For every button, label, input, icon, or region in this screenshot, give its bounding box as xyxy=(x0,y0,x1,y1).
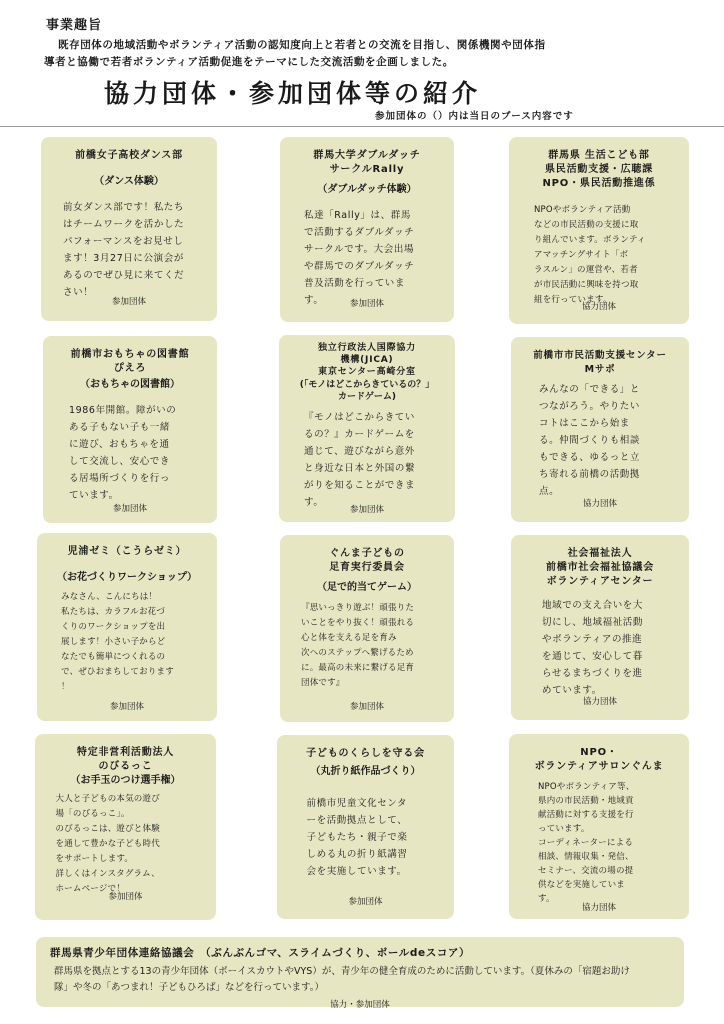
org-role: 参加団体 xyxy=(349,505,384,515)
org-description xyxy=(63,199,195,301)
desc-line: す。 xyxy=(538,894,555,904)
org-name-line: 群馬県 生活こども部 xyxy=(548,150,650,161)
desc-line: セミナー、交流の場の提 xyxy=(538,866,634,876)
desc-line: つながろう。やりたい xyxy=(539,401,641,412)
desc-line: はチームワークを活かした xyxy=(63,219,185,230)
org-description xyxy=(538,780,660,906)
org-role: 協力団体 xyxy=(581,302,616,312)
desc-line: 供などを実施していま xyxy=(538,880,626,890)
org-name-line: ぐんま子どもの xyxy=(329,548,405,559)
desc-line: みなさん、こんにちは！ xyxy=(61,592,158,602)
desc-line: さい！ xyxy=(63,287,94,298)
desc-line: 子どもたち・親子で楽 xyxy=(306,832,408,843)
org-name-line: 機構(JICA) xyxy=(340,355,394,365)
org-name-line: 社会福祉法人 xyxy=(567,548,633,559)
desc-line: 『思いっきり遊ぶ！頑張りた xyxy=(301,603,415,613)
org-role: 協力団体 xyxy=(582,697,617,707)
desc-line: 団体です』 xyxy=(301,678,345,688)
desc-line: ーを活動拠点として、 xyxy=(306,815,408,826)
org-description xyxy=(542,597,658,699)
desc-line: ています。 xyxy=(69,490,119,501)
desc-line: しめる丸の折り紙講習 xyxy=(306,849,408,860)
org-description xyxy=(304,409,430,511)
desc-line: 地域での支え合いを大 xyxy=(542,600,644,611)
org-description xyxy=(69,402,191,504)
desc-line: コトはここから始ま xyxy=(539,418,630,429)
org-name-line: 群馬大学ダブルダッチ xyxy=(313,150,421,161)
org-name-line: 前橋市社会福祉協議会 xyxy=(546,562,654,573)
org-description xyxy=(50,964,670,996)
purpose-line: 既存団体の地域活動やボランティア活動の認知度向上と若者との交流を目指し、関係機関や団体指 xyxy=(58,39,546,51)
org-name-line: NPO・県民活動推進係 xyxy=(542,178,656,189)
org-name-line: Mサポ xyxy=(584,364,616,375)
desc-line: 通じて、遊びながら意外 xyxy=(304,446,415,457)
desc-line: をサポートします。 xyxy=(55,854,134,864)
desc-line: もできる、ゆるっと立 xyxy=(539,452,641,463)
org-name-line: 県民活動支援・広聴課 xyxy=(545,164,653,175)
org-role: 協力団体 xyxy=(582,499,617,509)
booth-line: （丸折り紙作品づくり） xyxy=(310,766,421,777)
org-name-line: ぴえろ xyxy=(113,363,147,374)
desc-line: る。仲間づくりも相談 xyxy=(539,435,641,446)
org-description xyxy=(56,792,196,897)
booth-title xyxy=(290,183,444,197)
desc-line: やボランティアの推進 xyxy=(542,634,643,645)
org-role: 参加団体 xyxy=(348,897,383,907)
org-card xyxy=(35,734,216,920)
desc-line: 大人と子どもの本気の遊び xyxy=(55,794,160,804)
desc-line: す。 xyxy=(304,295,324,306)
desc-line: 『モノはどこからきてい xyxy=(304,412,416,423)
org-name xyxy=(53,348,207,376)
org-name-line: ボランティアサロンぐんま xyxy=(534,761,664,772)
booth-title xyxy=(45,774,206,788)
booth-title xyxy=(47,571,207,585)
booth-line: カードゲーム) xyxy=(338,392,396,402)
desc-line: 相談、情報収集・発信、 xyxy=(538,852,634,862)
desc-line: NPOやボランティア等、 xyxy=(538,782,635,792)
org-name-line: 独立行政法人国際協力 xyxy=(317,343,416,353)
org-name xyxy=(45,746,206,774)
org-name xyxy=(290,149,444,177)
org-role: 参加団体 xyxy=(349,299,384,309)
divider xyxy=(0,126,724,127)
desc-line: パフォーマンスをお見せし xyxy=(63,236,184,247)
desc-line: 切にし、地域福祉活動 xyxy=(542,617,644,628)
desc-line: 献活動に対する支援を行 xyxy=(538,810,634,820)
desc-line: あるのでぜひ見に来てくだ xyxy=(63,270,185,281)
desc-line: 心と体を支える足を育み xyxy=(301,633,397,643)
org-name: 群馬県青少年団体連絡協議会 （ぶんぶんゴマ、スライムづくり、ボールdeスコア） xyxy=(50,947,471,959)
org-card xyxy=(37,533,217,721)
desc-line: ある子もない子も一緒 xyxy=(69,422,171,433)
desc-line: で活動するダブルダッチ xyxy=(304,227,415,238)
desc-line: に遊び、おもちゃを通 xyxy=(69,439,170,450)
org-name-line: 東京センター高崎分室 xyxy=(318,367,416,377)
org-name xyxy=(521,547,679,589)
desc-line: 点。 xyxy=(539,486,560,497)
desc-line: が市民活動に興味を持つ取 xyxy=(534,280,639,290)
org-description xyxy=(61,590,193,695)
desc-line: り組んでいます。ボランティ xyxy=(534,235,646,245)
org-name-line: 前橋市市民活動支援センター xyxy=(533,350,667,361)
purpose-heading: 事業趣旨 xyxy=(46,18,103,33)
org-name xyxy=(521,349,679,377)
booth-title xyxy=(51,175,207,189)
booth-line: (「モノはどこからきているの？」 xyxy=(299,380,435,390)
desc-line: 私達「Rally」は、群馬 xyxy=(304,210,411,221)
org-name-line: のびるっこ xyxy=(98,761,153,772)
desc-line: コーディネーターによる xyxy=(538,838,634,848)
org-name-line: NPO・ xyxy=(580,747,618,758)
purpose-text xyxy=(44,37,684,71)
org-name xyxy=(51,149,207,163)
desc-line: 前女ダンス部です！私たち xyxy=(63,202,185,213)
desc-line: と身近な日本と外国の繋 xyxy=(304,463,416,474)
booth-line: （おもちゃの図書館） xyxy=(80,379,180,390)
org-name-line: 足育実行委員会 xyxy=(329,562,405,573)
desc-line: 前橋市児童文化センタ xyxy=(306,798,408,809)
desc-line: 群馬県を拠点とする13の青少年団体（ボーイスカウトやVYS）が、青少年の健全育成のために活動しています。（夏休みの「宿題お助け xyxy=(54,966,630,977)
desc-line: 次へのステップへ繋げるため xyxy=(301,648,414,658)
desc-line: などの市民活動の支援に取 xyxy=(534,220,639,230)
desc-line: 私たちは、カラフルお花づ xyxy=(61,607,166,617)
org-name-line: サークルRally xyxy=(329,164,405,175)
org-card xyxy=(509,734,689,919)
booth-title xyxy=(287,765,444,779)
desc-line: みんなの「できる」と xyxy=(539,384,641,395)
org-name-line: 特定非営利活動法人 xyxy=(76,747,175,758)
org-name xyxy=(47,545,207,559)
org-card xyxy=(509,137,689,324)
desc-line: なたでも簡単につくれるの xyxy=(61,652,166,662)
desc-line: に。最高の未来に繋げる足育 xyxy=(301,663,415,673)
desc-line: のびるっこは、遊びと体験 xyxy=(55,824,160,834)
desc-line: 1986年開館。障がいの xyxy=(69,405,177,416)
desc-line: を通じて、安心して暮 xyxy=(542,651,643,662)
desc-line: NPOやボランティア活動 xyxy=(534,205,631,215)
desc-line: 隊」や冬の「あつまれ！子どもひろば」などを行っています。） xyxy=(54,982,324,993)
org-role: 協力・参加団体 xyxy=(330,1000,390,1010)
desc-line: めています。 xyxy=(542,685,602,696)
booth-title xyxy=(290,581,444,595)
purpose-line: 導者と協働で若者ボランティア活動促進をテーマにした交流活動を企画しました。 xyxy=(44,56,454,68)
org-description xyxy=(304,207,430,309)
org-name-line: 子どものくらしを守る会 xyxy=(306,748,425,759)
desc-line: がりを知ることができま xyxy=(304,480,416,491)
org-role: 参加団体 xyxy=(111,297,146,307)
desc-line: 会を実施しています。 xyxy=(306,866,407,877)
desc-line: ホームページで！ xyxy=(55,884,125,894)
booth-note: 参加団体の（）内は当日のブース内容です xyxy=(375,111,574,122)
desc-line: ます！3月27日に公演会が xyxy=(63,253,184,264)
org-role: 協力団体 xyxy=(581,903,616,913)
desc-line: るの？』カードゲームを xyxy=(304,429,415,440)
org-description xyxy=(534,203,664,308)
desc-line: して交流し、安心でき xyxy=(69,456,171,467)
desc-line: で、ぜひおまちしております xyxy=(61,667,174,677)
desc-line: 場「のびるっこ」。 xyxy=(55,809,130,819)
org-card xyxy=(41,137,217,321)
desc-line: っています。 xyxy=(538,824,590,834)
desc-line: す。 xyxy=(304,497,324,508)
desc-line: を通して豊かな子ども時代 xyxy=(55,839,160,849)
desc-line: 詳しくはインスタグラム、 xyxy=(55,869,160,879)
booth-title xyxy=(53,378,207,392)
org-name-line: ボランティアセンター xyxy=(546,576,654,587)
desc-line: 組を行っています。 xyxy=(534,295,612,305)
org-name-line: 児浦ゼミ（こうらゼミ） xyxy=(67,546,187,557)
org-card xyxy=(280,535,454,722)
desc-line: くりのワークショップを出 xyxy=(61,622,166,632)
desc-line: 県内の市民活動・地域貢 xyxy=(538,796,634,806)
org-name xyxy=(287,747,444,761)
desc-line: サークルです。大会出場 xyxy=(304,244,415,255)
booth-line: （お手玉のつけ選手権） xyxy=(70,775,181,786)
desc-line: ち寄れる前橋の活動拠 xyxy=(539,469,641,480)
booth-line: （ダブルダッチ体験） xyxy=(317,184,417,195)
org-card xyxy=(511,535,689,720)
org-card xyxy=(43,336,217,523)
org-description xyxy=(307,795,425,880)
org-name xyxy=(519,746,679,774)
org-role: 参加団体 xyxy=(109,702,144,712)
org-role: 参加団体 xyxy=(108,892,143,902)
desc-line: や群馬でのダブルダッチ xyxy=(304,261,415,272)
org-card xyxy=(511,337,689,522)
org-name xyxy=(289,342,445,378)
org-card xyxy=(279,335,455,522)
desc-line: らせるまちづくりを進 xyxy=(542,668,643,679)
booth-line: （お花づくりワークショップ） xyxy=(57,572,197,583)
desc-line: 展します！小さい子からど xyxy=(61,637,166,647)
desc-line: る居場所づくりを行っ xyxy=(69,473,171,484)
org-role: 参加団体 xyxy=(349,702,384,712)
org-card-wide xyxy=(36,937,684,1010)
org-description xyxy=(539,381,661,500)
org-role: 参加団体 xyxy=(112,504,147,514)
org-name-line: 前橋市おもちゃの図書館 xyxy=(70,349,190,360)
desc-line: ！ xyxy=(61,682,70,692)
booth-title xyxy=(289,379,445,403)
org-description xyxy=(301,601,433,691)
desc-line: 普及活動を行っていま xyxy=(304,278,406,289)
org-name-line: 前橋女子高校ダンス部 xyxy=(75,150,183,161)
desc-line: ラスルン」の運営や、若者 xyxy=(534,265,638,275)
desc-line: アマッチングサイト「ボ xyxy=(534,250,629,260)
booth-line: （ダンス体験） xyxy=(94,176,164,187)
org-card xyxy=(280,137,454,322)
desc-line: いことをやり抜く！頑張れる xyxy=(301,618,415,628)
org-name xyxy=(519,149,679,191)
org-name xyxy=(290,547,444,575)
org-card xyxy=(277,735,454,919)
booth-line: （足で的当てゲーム） xyxy=(317,582,417,593)
page-title: 協力団体・参加団体等の紹介 xyxy=(104,79,482,108)
